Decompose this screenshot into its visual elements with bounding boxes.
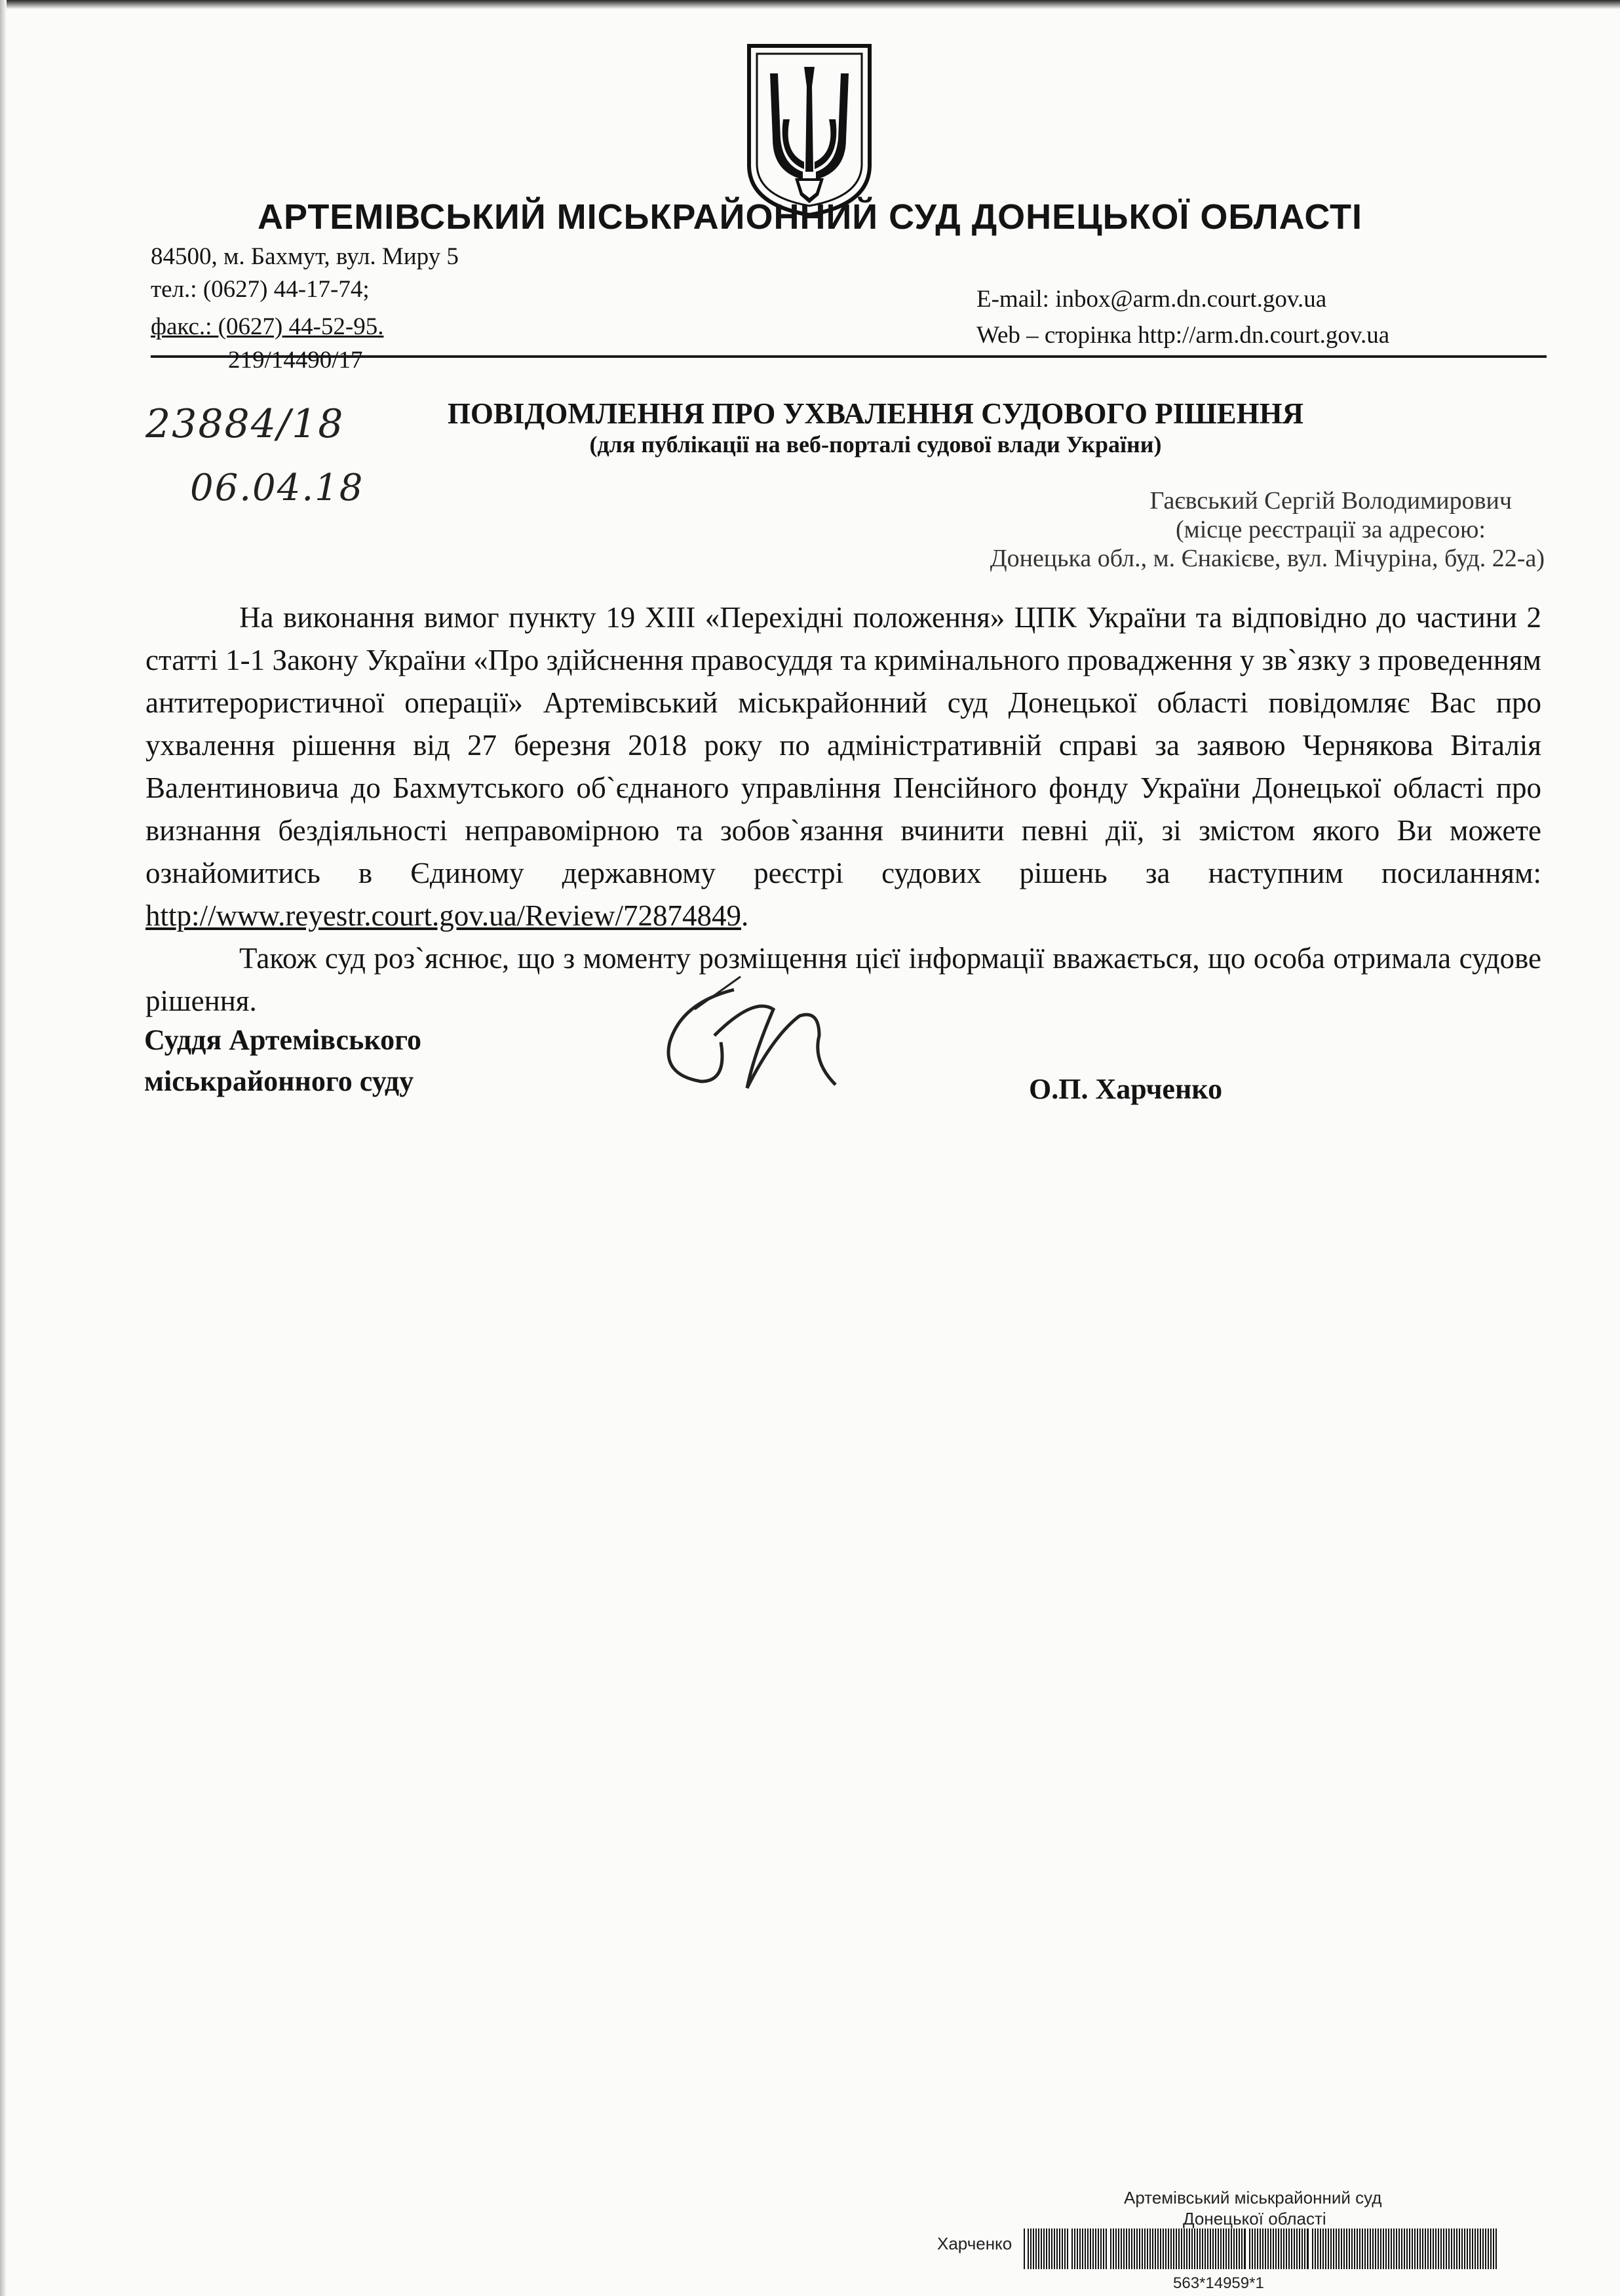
registry-link[interactable]: http://www.reyestr.court.gov.ua/Review/72874849 bbox=[145, 899, 742, 932]
notice-subtitle: (для публікації на веб-порталі судової влади України) bbox=[589, 431, 1162, 457]
recipient-name: Гаєвський Сергій Володимирович bbox=[1149, 487, 1512, 515]
case-number: 219/14490/17 bbox=[228, 347, 363, 374]
court-phone: тел.: (0627) 44-17-74; bbox=[151, 276, 370, 303]
handwritten-date: 06.04.18 bbox=[190, 467, 364, 509]
recipient-address-label: (місце реєстрації за адресою: bbox=[1176, 516, 1486, 543]
judge-position bbox=[144, 1019, 421, 1102]
stamp-judge: Харченко bbox=[937, 2234, 1013, 2253]
coat-of-arms-icon bbox=[744, 41, 875, 219]
body-paragraph-2: Також суд роз`яснює, що з моменту розміщення цієї інформації вважається, що особа отримала судове рішення. bbox=[145, 942, 1541, 1017]
body-paragraph-1-end: . bbox=[741, 899, 749, 932]
scan-top-edge bbox=[0, 0, 1620, 9]
judge-signature bbox=[655, 970, 872, 1101]
recipient-address: Донецька обл., м. Єнакієве, вул. Мічуріна, буд. 22-а) bbox=[990, 545, 1545, 572]
court-website: Web – сторінка http://arm.dn.court.gov.ua bbox=[976, 322, 1390, 349]
scan-left-edge bbox=[0, 0, 7, 2296]
judge-position-line-2: міськрайонного суду bbox=[144, 1065, 414, 1097]
body-paragraph-1-text: На виконання вимог пункту 19 ХІІІ «Перехідні положення» ЦПК України та відповідно до частини 2 статті 1-1 Закону України «Про здійснення правосуддя та кримінального провадження у зв`язку з проведенням антитерористичної операції» Артемівський міськрайонний суд Донецької області повідомляє Вас про ухвалення рішення від 27 березня 2018 року по адміністративній справі за заявою Чернякова Віталія Валентиновича до Бахмутського об`єднаного управління Пенсійного фонду України Донецької області про визнання бездіяльності неправомірною та зобов`язання вчинити певні дії, зі змістом якого Ви можете ознайомитись в Єдиному державному реєстрі судових рішень за наступним посиланням: bbox=[145, 601, 1541, 889]
court-email: E-mail: inbox@arm.dn.court.gov.ua bbox=[976, 286, 1327, 313]
barcode-number: 563*14959*1 bbox=[1173, 2274, 1264, 2292]
notice-body bbox=[145, 596, 1541, 1022]
judge-position-line-1: Суддя Артемівського bbox=[144, 1024, 421, 1056]
barcode-icon bbox=[1022, 2228, 1501, 2269]
stamp-region: Донецької області bbox=[1183, 2209, 1326, 2228]
handwritten-reg-number: 23884/18 bbox=[145, 401, 345, 447]
stamp-court-name: Артемівський міськрайонний суд bbox=[1124, 2188, 1382, 2208]
court-name: АРТЕМІВСЬКИЙ МІСЬКРАЙОННИЙ СУД ДОНЕЦЬКОЇ ОБЛАСТІ bbox=[258, 197, 1362, 237]
court-fax: факс.: (0627) 44-52-95. bbox=[151, 313, 384, 340]
court-address: 84500, м. Бахмут, вул. Миру 5 bbox=[151, 243, 459, 270]
notice-title: ПОВІДОМЛЕННЯ ПРО УХВАЛЕННЯ СУДОВОГО РІШЕННЯ bbox=[447, 397, 1304, 430]
judge-name: О.П. Харченко bbox=[1029, 1073, 1223, 1105]
body-paragraph-1 bbox=[145, 596, 1541, 937]
